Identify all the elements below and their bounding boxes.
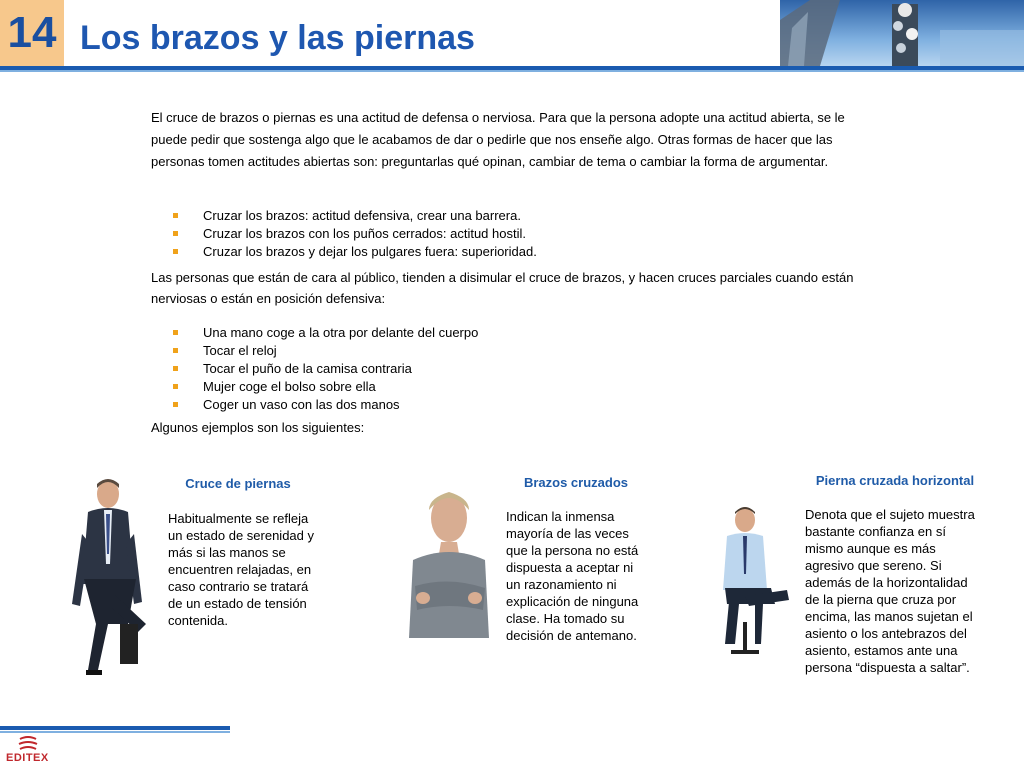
- intro-paragraph: El cruce de brazos o piernas es una actitud de defensa o nerviosa. Para que la persona adopte una actitud abierta, se le puede pedir que sostenga algo que le acabamos de dar o pedirle que nos enseñe algo. Otras formas de hacer que las personas tomen actitudes abiertas son: preguntarlas qué opinan, cambiar de tema o cambiar la forma de argumentar.: [151, 110, 845, 169]
- list-item: Tocar el reloj: [151, 342, 851, 360]
- header-photo: [780, 0, 1024, 66]
- example-text-arms: Indican la inmensa mayoría de las veces que la persona no está dispuesta a aceptar ni un razonamiento ni explicación de ninguna clase. Ha tomado su decisión de antemano.: [506, 509, 639, 643]
- example-title-legs: Cruce de piernas: [185, 476, 291, 491]
- page-title: Los brazos y las piernas: [80, 19, 475, 57]
- bullet-marker: [173, 231, 178, 236]
- list-item: Cruzar los brazos y dejar los pulgares fuera: superioridad.: [151, 243, 851, 261]
- bullet-marker: [173, 249, 178, 254]
- example-text-horizontal-leg: Denota que el sujeto muestra bastante confianza en sí mismo aunque es más agresivo que sereno. Si además de la horizontalidad de la pierna que cruza por encima, las manos sujetan el asiento o los antebrazos del asiento, estamos ante una persona “dispuesta a saltar”.: [805, 507, 975, 675]
- bullet-marker: [173, 348, 178, 353]
- example-text-legs: Habitualmente se refleja un estado de serenidad y más si las manos se encuentren relajadas, en caso contrario se tratará de un estado de tensión contenida.: [168, 511, 314, 628]
- man-crossed-legs-figure: [66, 474, 150, 676]
- bullet-marker: [173, 366, 178, 371]
- header-bar: [0, 0, 1024, 66]
- list-item: Mujer coge el bolso sobre ella: [151, 378, 851, 396]
- bullet-list-arms: [151, 207, 851, 261]
- footer-divider-light: [0, 731, 230, 733]
- chapter-number: 14: [7, 8, 57, 57]
- editex-logo-text: EDITEX: [6, 752, 49, 764]
- example-title-arms: Brazos cruzados: [523, 475, 629, 490]
- list-item: Cruzar los brazos con los puños cerrados: actitud hostil.: [151, 225, 851, 243]
- bullet-marker: [173, 330, 178, 335]
- list-item: Una mano coge a la otra por delante del cuerpo: [151, 324, 851, 342]
- footer-divider: [0, 726, 230, 730]
- list-item: Tocar el puño de la camisa contraria: [151, 360, 851, 378]
- editex-logo-icon: [16, 736, 40, 752]
- header-photo-graphic: [780, 0, 1024, 66]
- list-item: Coger un vaso con las dos manos: [151, 396, 851, 414]
- woman-crossed-arms-figure: [405, 486, 493, 638]
- header-divider-light: [0, 70, 1024, 72]
- paragraph-public: Las personas que están de cara al público, tienden a disimular el cruce de brazos, y hacen cruces parciales cuando están nerviosas o están en posición defensiva:: [151, 270, 854, 306]
- bullet-marker: [173, 213, 178, 218]
- example-title-horizontal-leg: Pierna cruzada horizontal: [815, 473, 975, 488]
- list-item: Cruzar los brazos: actitud defensiva, crear una barrera.: [151, 207, 851, 225]
- bullet-list-partial-crossing: [151, 324, 851, 414]
- bullet-marker: [173, 402, 178, 407]
- bullet-marker: [173, 384, 178, 389]
- chapter-box: [0, 0, 64, 66]
- man-horizontal-leg-figure: [715, 504, 791, 660]
- examples-intro: Algunos ejemplos son los siguientes:: [151, 420, 365, 435]
